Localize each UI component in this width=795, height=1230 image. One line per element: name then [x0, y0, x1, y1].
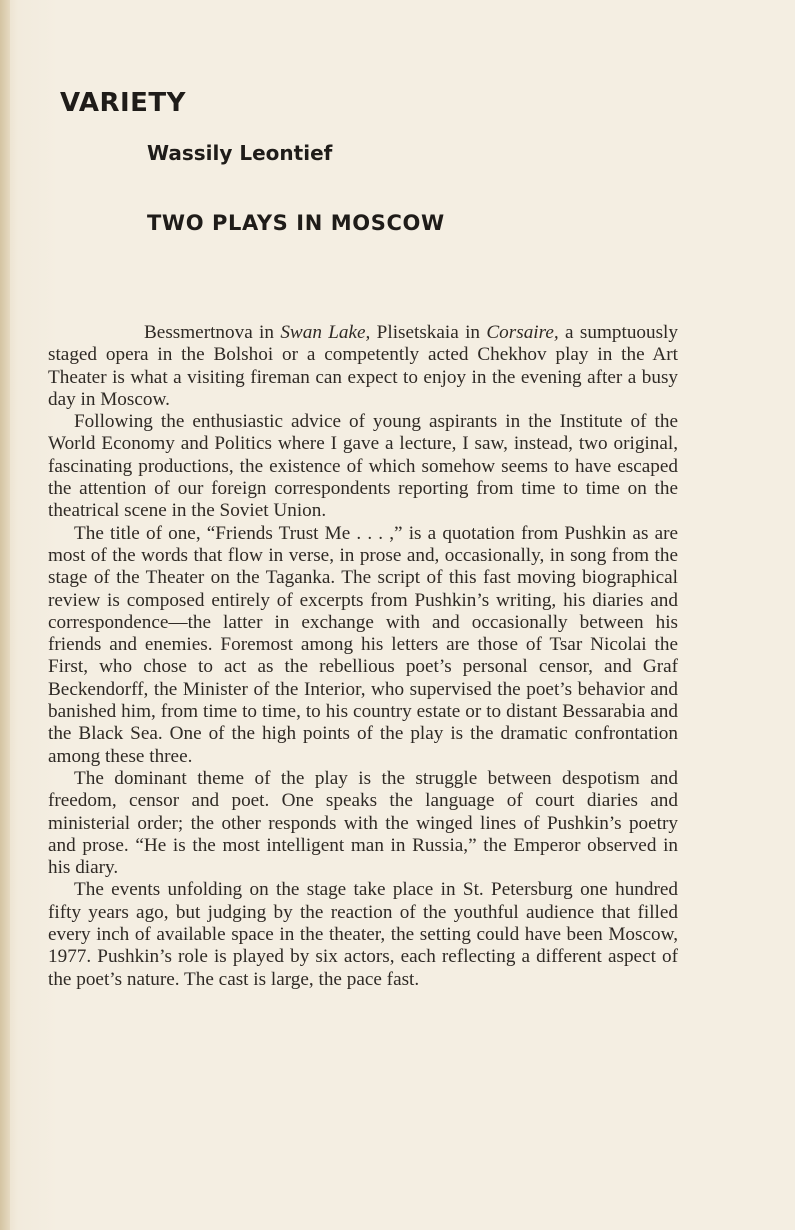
text-run: The title of one, “Friends Trust Me . . . ,” is a quotation from Pushkin as are most of the words that flow in verse, in prose and, occasionally, in song from the stage of the Theater on the Taganka. The script of this fast moving biographical review is composed entirely of excerpts from Pushkin’s writing, his diaries and correspondence—the latter in exchange with and occasionally between his friends and enemies. Foremost among his letters are those of Tsar Nicolai the First, who chose to act as the rebellious poet’s personal censor, and Graf Beckendorff, the Minister of the Interior, who supervised the poet’s behavior and banished him, from time to time, to his country estate or to distant Bessarabia and the Black Sea. One of the high points of the play is the dramatic confrontation among these three. — [48, 522, 678, 767]
text-run: Bessmertnova in — [144, 322, 281, 343]
text-run: The events unfolding on the stage take place in St. Petersburg one hundred fifty years ago, but judging by the reaction of the youthful audience that filled every inch of available space in the theater, the setting could have been Moscow, 1977. Pushkin’s role is played by six actors, each reflecting a different aspect of the poet’s nature. The cast is large, the pace fast. — [48, 879, 678, 990]
section-heading: VARIETY — [60, 88, 186, 118]
text-run: Plisetskaia in — [370, 322, 487, 343]
paragraph — [48, 768, 678, 879]
page-binding-edge — [0, 0, 10, 1230]
article-body — [48, 322, 678, 991]
paragraph — [48, 411, 678, 522]
text-run: Following the enthusiastic advice of young aspirants in the Institute of the World Economy and Politics where I gave a lecture, I saw, instead, two original, fascinating productions, the existence of which somehow seems to have escaped the attention of our foreign correspondents reporting from time to time on the theatrical scene in the Soviet Union. — [48, 411, 678, 522]
paragraph — [48, 523, 678, 768]
text-run: The dominant theme of the play is the struggle between despotism and freedom, censor and poet. One speaks the language of court diaries and ministerial order; the other responds with the winged lines of Pushkin’s poetry and prose. “He is the most intelligent man in Russia,” the Emperor observed in his diary. — [48, 767, 678, 879]
paragraph — [48, 879, 678, 990]
play-title-swan-lake: Swan Lake, — [280, 322, 371, 343]
author-name: Wassily Leontief — [147, 141, 333, 165]
text-run: a sumptuously staged opera in the Bolshoi or a competently acted Chekhov play in the Art Theater is what a visiting fireman can expect to enjoy in the evening after a busy day in Moscow. — [48, 322, 678, 410]
article-title: TWO PLAYS IN MOSCOW — [147, 211, 445, 235]
play-title-corsaire: Corsaire, — [486, 322, 559, 343]
paragraph — [48, 322, 678, 411]
